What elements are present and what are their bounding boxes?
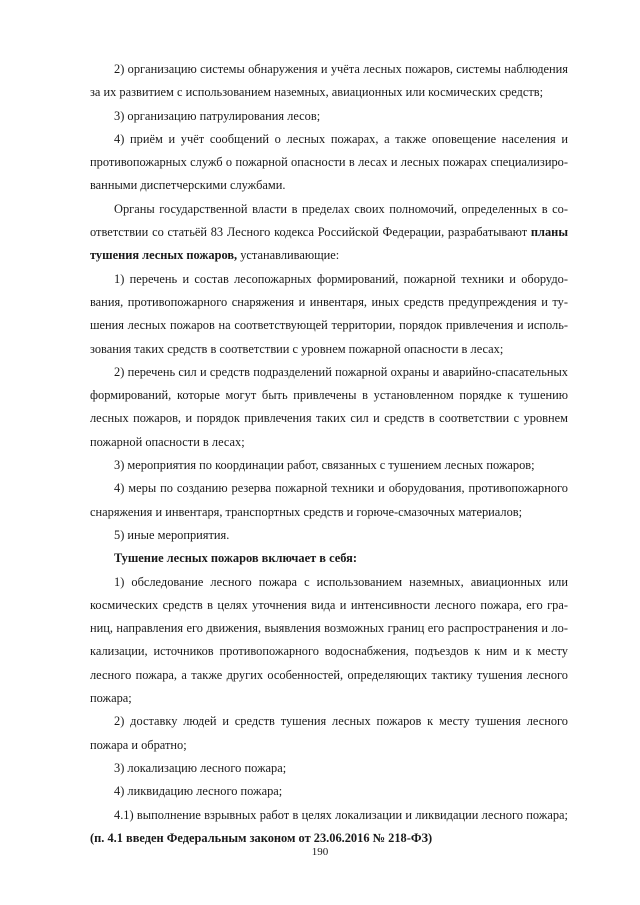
list3-item-4-1-text: 4.1) выполнение взрывных работ в целях локализации и ликвидации лесного пожара; — [114, 807, 568, 822]
list1-item-2: 2) организацию системы обнаружения и учёта лесных пожаров, системы наблюдения за их развитием с использованием наземных, авиационных или космических средств; — [90, 62, 568, 100]
list3-item-4-1 — [90, 804, 568, 851]
list1-item-3: 3) организацию патрулирования лесов; — [114, 108, 321, 123]
plans-paragraph-text-after: устанавливающие: — [237, 248, 340, 263]
list2-item-4: 4) меры по созданию резерва пожарной техники и оборудования, противопожарного снаряжения и инвентаря, транспортных средств и горюче-смазочных материалов; — [90, 481, 568, 519]
list2-item-3: 3) мероприятия по координации работ, связанных с тушением лесных пожаров; — [114, 458, 535, 473]
list2-item-2: 2) перечень сил и средств подразделений пожарной охраны и аварийно-спасательных формирований, которые могут быть привлечены в установленном порядке к тушению лесных пожаров, и порядок привлечения таких сил и средств в соответствии с уровнем пожарной опасности в лесах; — [90, 364, 568, 449]
list3-item-3: 3) локализацию лесного пожара; — [114, 760, 287, 775]
page-body — [90, 58, 568, 850]
list2-item-5: 5) иные мероприятия. — [114, 527, 230, 542]
plans-paragraph — [90, 198, 568, 268]
section-heading: Тушение лесных пожаров включает в себя: — [114, 551, 357, 566]
plans-paragraph-text-before: Органы государственной власти в пределах своих полномочий, определенных в соответствии со статьёй 83 Лесного кодекса Российской Федерации, разрабатывают — [90, 201, 568, 240]
list3-item-4: 4) ликвидацию лесного пожара; — [114, 784, 283, 799]
list3-item-4-1-amendment-note: (п. 4.1 введен Федеральным законом от 23.06.2016 № 218-ФЗ) — [90, 830, 433, 845]
list3-item-1: 1) обследование лесного пожара с использованием наземных, авиационных или космических средств в целях уточнения вида и интенсивности лесного пожара, его границ, направления его движения, выявления возможных границ его распространения и локализации, источников противопожарного водоснабжения, подъездов к ним и к месту лесного пожара, а также других особенностей, определяющих тактику тушения лесного пожара; — [90, 574, 568, 706]
plans-paragraph-bold: планы тушения лесных пожаров, — [90, 225, 568, 263]
page-number: 190 — [311, 846, 329, 858]
list1-item-4: 4) приём и учёт сообщений о лесных пожарах, а также оповещение населения и противопожарных служб о пожарной опасности в лесах и лесных пожарах специализированными диспетчерскими службами. — [90, 131, 568, 193]
list2-item-1: 1) перечень и состав лесопожарных формирований, пожарной техники и оборудования, противопожарного снаряжения и инвентаря, иных средств предупреждения и тушения лесных пожаров на соответствующей территории, порядок привлечения и использования таких средств в соответствии с уровнем пожарной опасности в лесах; — [90, 271, 568, 356]
list3-item-2: 2) доставку людей и средств тушения лесных пожаров к месту тушения лесного пожара и обратно; — [90, 714, 568, 752]
